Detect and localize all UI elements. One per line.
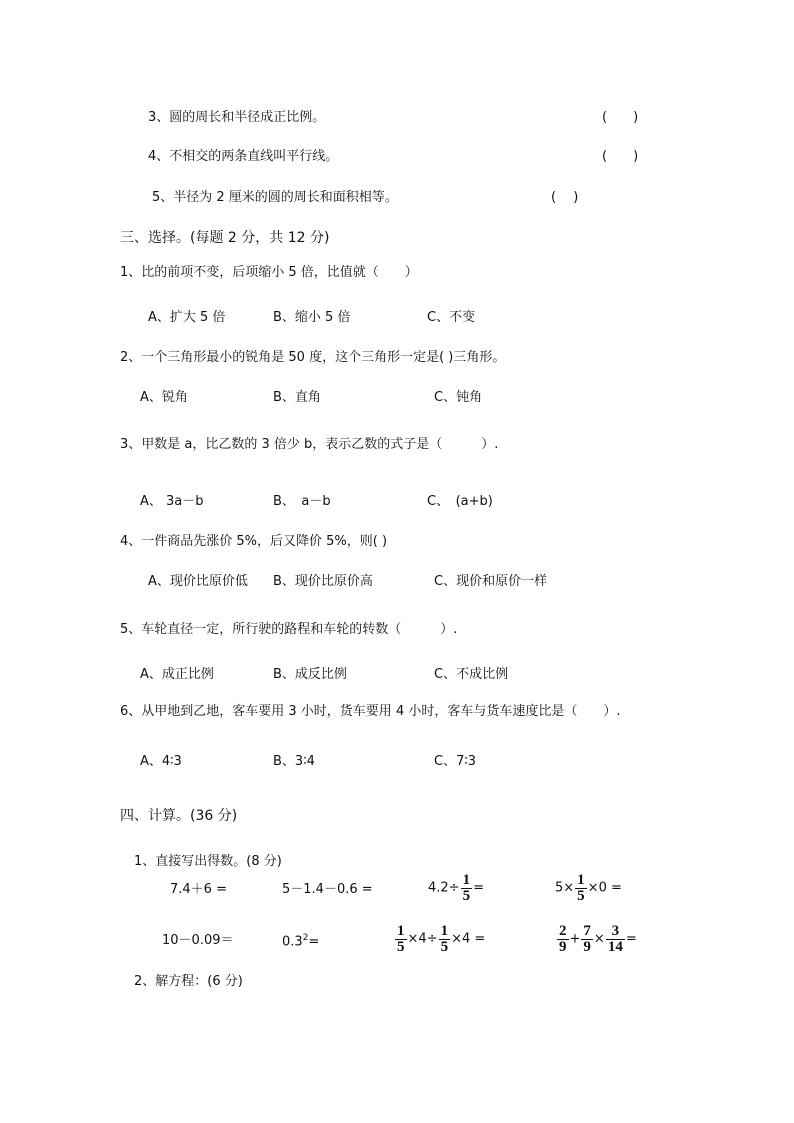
judge-item-5: 5、半径为 2 厘米的圆的周长和面积相等。: [152, 190, 398, 205]
option-c: C、钝角: [434, 390, 483, 405]
option-a: A、4∶3: [140, 754, 182, 769]
answer-paren: ( ): [551, 190, 579, 205]
question-4: 4、一件商品先涨价 5%，后又降价 5%，则( ): [120, 534, 388, 549]
subsection-equations: 2、解方程：(6 分): [134, 974, 243, 989]
option-b: B、3∶4: [273, 754, 315, 769]
expression-1: 7.4＋6 =: [170, 882, 227, 897]
section-title-calc: 四、计算。(36 分): [120, 808, 238, 824]
option-a: A、锐角: [140, 390, 188, 405]
option-a: A、扩大 5 倍: [148, 310, 226, 325]
expression-6: $0.3^2=$: [282, 933, 320, 950]
question-5: 5、车轮直径一定，所行驶的路程和车轮的转数（ ）.: [120, 622, 458, 637]
option-b: B、 a－b: [273, 494, 331, 509]
answer-paren: ( ): [602, 149, 639, 164]
fraction: $\frac{1}{5}$: [397, 923, 405, 955]
expression-8: $\frac{2}{9}$ + $\frac{7}{9}$ × $\frac{3}{14}$ =: [559, 923, 637, 955]
option-a: A、 3a－b: [140, 494, 204, 509]
fraction: $\frac{1}{5}$: [462, 872, 471, 904]
question-3: 3、甲数是 a，比乙数的 3 倍少 b，表示乙数的式子是（ ）.: [120, 437, 499, 452]
judge-item-4: 4、不相交的两条直线叫平行线。: [148, 149, 339, 164]
section-title-choice: 三、选择。(每题 2 分，共 12 分): [120, 230, 330, 246]
answer-paren: ( ): [602, 110, 639, 125]
option-c: C、不变: [427, 310, 476, 325]
option-c: C、现价和原价一样: [434, 574, 548, 589]
option-b: B、成反比例: [273, 667, 347, 682]
option-b: B、现价比原价高: [273, 574, 373, 589]
question-2: 2、一个三角形最小的锐角是 50 度，这个三角形一定是( )三角形。: [120, 350, 506, 365]
fraction: $\frac{1}{5}$: [577, 872, 585, 904]
option-b: B、缩小 5 倍: [273, 310, 351, 325]
fraction: $\frac{1}{5}$: [440, 923, 449, 955]
option-c: C、7∶3: [434, 754, 477, 769]
expression-4: 5× $\frac{1}{5}$ ×0 =: [555, 872, 622, 904]
subsection-direct-answer: 1、直接写出得数。(8 分): [134, 854, 282, 869]
question-6: 6、从甲地到乙地，客车要用 3 小时，货车要用 4 小时，客车与货车速度比是（ ）.: [120, 704, 621, 719]
expression-2: 5－1.4－0.6 =: [282, 882, 373, 897]
expression-7: $\frac{1}{5}$ ×4÷ $\frac{1}{5}$ ×4 =: [397, 923, 486, 955]
question-1: 1、比的前项不变，后项缩小 5 倍，比值就（ ）: [120, 265, 418, 280]
option-a: A、成正比例: [140, 667, 214, 682]
option-c: C、 (a+b): [427, 494, 493, 509]
expression-3: 4.2÷ $\frac{1}{5}$ =: [428, 872, 484, 904]
fraction: $\frac{7}{9}$: [583, 923, 591, 955]
fraction: $\frac{3}{14}$: [607, 923, 623, 955]
fraction: $\frac{2}{9}$: [559, 923, 567, 955]
option-c: C、不成比例: [434, 667, 509, 682]
option-b: B、直角: [273, 390, 321, 405]
judge-item-3: 3、圆的周长和半径成正比例。: [148, 110, 326, 125]
expression-5: 10－0.09＝: [162, 933, 234, 948]
option-a: A、现价比原价低: [148, 574, 248, 589]
